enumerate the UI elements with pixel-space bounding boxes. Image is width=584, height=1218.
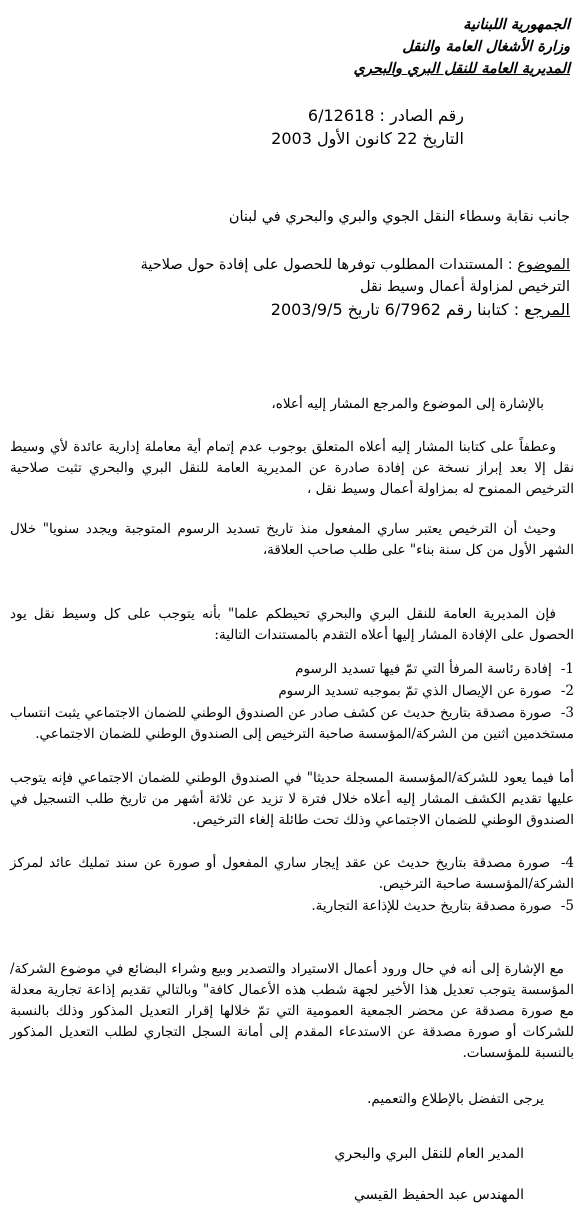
intro-paragraph: بالإشارة إلى الموضوع والمرجع المشار إليه أعلاه، bbox=[271, 396, 544, 412]
reference-number bbox=[308, 103, 464, 128]
reference-date: التاريخ 22 كانون الأول 2003 bbox=[271, 129, 464, 148]
subject-line1 bbox=[141, 254, 570, 276]
ref-text: : كتابنا رقم 6/7962 تاريخ 2003/9/5 bbox=[270, 300, 520, 319]
list-item: 4- صورة مصدقة بتاريخ حديث عن عقد إيجار ساري المفعول أو صورة عن سند تمليك عائد لمركز الشركة/المؤسسة صاحبة الترخيص. bbox=[10, 855, 575, 892]
reference-number-value: 6/12618 bbox=[307, 106, 375, 125]
closing-line: يرجى التفضل بالإطلاع والتعميم. bbox=[367, 1091, 544, 1107]
subject-block bbox=[141, 254, 570, 298]
ref-label: المرجع bbox=[524, 300, 570, 319]
list-item: 5- صورة مصدقة بتاريخ حديث للإذاعة التجارية. bbox=[311, 898, 574, 914]
subject-line2: الترخيص لمزاولة أعمال وسيط نقل bbox=[359, 279, 570, 295]
signature-name: المهندس عبد الحفيظ القيسي bbox=[353, 1187, 524, 1203]
list-item: 1- إفادة رئاسة المرفأ التي تمّ فيها تسديد الرسوم bbox=[295, 661, 574, 677]
republic-heading: الجمهورية اللبنانية bbox=[463, 16, 570, 33]
list-item: أما فيما يعود للشركة/المؤسسة المسجلة حديثا" في الصندوق الوطني للضمان الاجتماعي فإنه يتوجب عليها تقديم الكشف المشار إليه أعلاه خلال فترة لا تزيد عن ثلاثة أشهر من تاريخ طلب التسجيل في الصندوق الوطني للضمان الاجتماعي وذلك تحت طائلة إلغاء الترخيص. bbox=[10, 770, 574, 828]
list-item: 3- صورة مصدقة بتاريخ حديث عن كشف صادر عن الصندوق الوطني للضمان الاجتماعي يثبت انتساب مستخدمين اثنين من الشركة/المؤسسة صاحبة الترخيص إلى الصندوق الوطني للضمان الاجتماعي. bbox=[10, 705, 574, 742]
paragraph-3: فإن المديرية العامة للنقل البري والبحري تحيطكم علما" بأنه يتوجب على كل وسيط نقل يود الحصول على الإفادة المشار إليها أعلاه التقدم بالمستندات التالية: bbox=[10, 606, 574, 643]
subject-label: الموضوع bbox=[517, 257, 570, 273]
subject-text: : المستندات المطلوب توفرها للحصول على إفادة حول صلاحية bbox=[140, 257, 513, 273]
paragraph-4: مع الإشارة إلى أنه في حال ورود أعمال الاستيراد والتصدير وبيع وشراء البضائع في موضوع الشركة/المؤسسة يتوجب تعديل هذا الأخير لجهة شطب هذه الأعمال كافة" وبالتالي تقديم إذاعة تجارية معدلة مع صورة مصدقة عن محضر الجمعية العمومية التي تمّ خلالها إقرار التعديل المذكور وذلك بالنسبة للشركات أو صورة مصدقة عن الاستدعاء المقدم إلى أمانة السجل التجاري لطلب التعديل المذكور بالنسبة للمؤسسات. bbox=[10, 961, 574, 1061]
ministry-heading: وزارة الأشغال العامة والنقل bbox=[402, 38, 570, 55]
reference-number-label: رقم الصادر : bbox=[379, 106, 464, 125]
signature-title: المدير العام للنقل البري والبحري bbox=[334, 1146, 524, 1162]
ref-block bbox=[271, 297, 570, 322]
recipient-line: جانب نقابة وسطاء النقل الجوي والبري والبحري في لبنان bbox=[228, 209, 570, 225]
list-item: 2- صورة عن الإيصال الذي تمّ بموجبه تسديد الرسوم bbox=[278, 683, 574, 699]
directorate-heading: المديرية العامة للنقل البري والبحري bbox=[353, 60, 570, 77]
paragraph-1: وعطفاً على كتابنا المشار إليه أعلاه المتعلق بوجوب عدم إتمام أية معاملة إدارية عائدة لأي وسيط نقل إلا بعد إبراز نسخة عن إفادة صادرة عن المديرية العامة للنقل البري والبحري تثبت صلاحية الترخيص الممنوح له بمزاولة أعمال وسيط نقل ، bbox=[10, 439, 574, 497]
paragraph-2: وحيث أن الترخيص يعتبر ساري المفعول منذ تاريخ تسديد الرسوم المتوجبة ويجدد سنويا" خلال الشهر الأول من كل سنة بناء" على طلب صاحب العلاقة، bbox=[10, 521, 574, 558]
